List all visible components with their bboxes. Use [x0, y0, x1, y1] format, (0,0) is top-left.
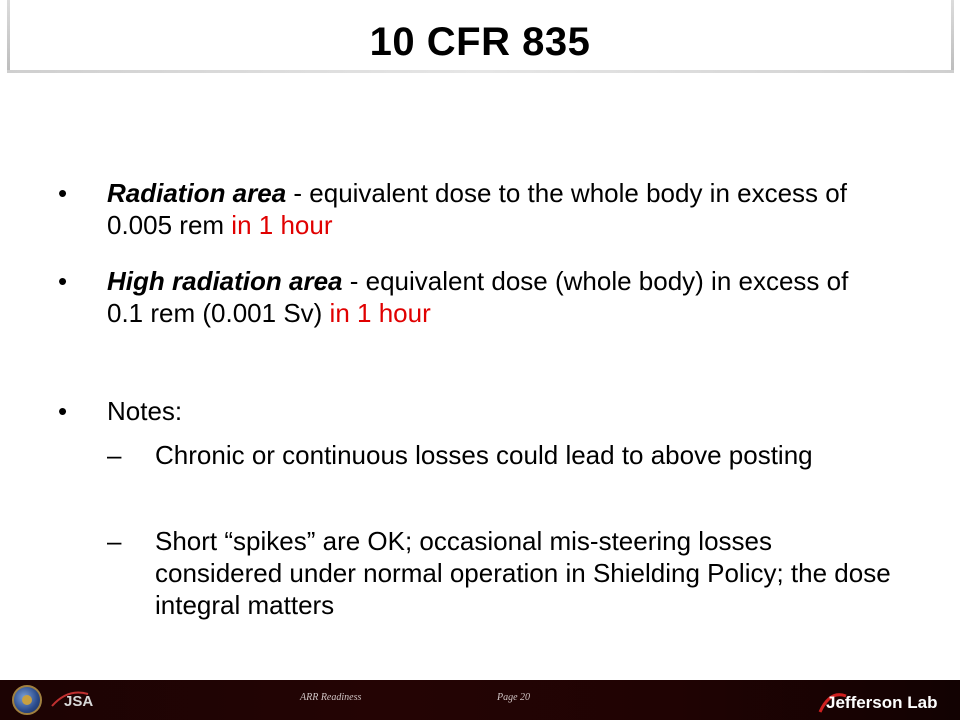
bullet-term: Radiation area: [107, 178, 287, 208]
footer-page-number: Page 20: [497, 692, 531, 703]
sub-bullet-text: Chronic or continuous losses could lead to above posting: [155, 440, 813, 470]
footer-left-text: ARR Readiness: [300, 692, 362, 703]
bullet-highlight: in 1 hour: [329, 298, 431, 328]
doe-seal-logo: [12, 685, 42, 715]
bullet-description: - equivalent dose to the whole body in excess of 0.005 rem: [107, 178, 847, 240]
sub-bullet-text: Short “spikes” are OK; occasional mis-steering losses considered under normal operation in Shielding Policy; the dose integral matters: [155, 526, 891, 620]
bullet-text: [107, 265, 877, 329]
bullet-text: [107, 177, 877, 241]
bullet-marker: •: [58, 178, 68, 208]
bullet-term: High radiation area: [107, 266, 343, 296]
slide-title: 10 CFR 835: [369, 20, 591, 64]
footer-bar: [0, 680, 960, 720]
sub-bullet-marker: –: [107, 526, 122, 556]
bullet-marker: •: [58, 396, 68, 426]
sub-bullet-marker: –: [107, 440, 122, 470]
bullet-description: - equivalent dose (whole body) in excess of 0.1 rem (0.001 Sv): [107, 266, 849, 328]
jefferson-lab-logo: [818, 684, 953, 718]
jsa-logo-text: JSA: [64, 693, 94, 710]
jsa-logo: [48, 684, 118, 716]
jefferson-lab-logo-text: Jefferson Lab: [826, 693, 938, 712]
bullet-marker: •: [58, 266, 68, 296]
notes-label: Notes:: [107, 396, 183, 426]
bullet-highlight: in 1 hour: [231, 210, 333, 240]
